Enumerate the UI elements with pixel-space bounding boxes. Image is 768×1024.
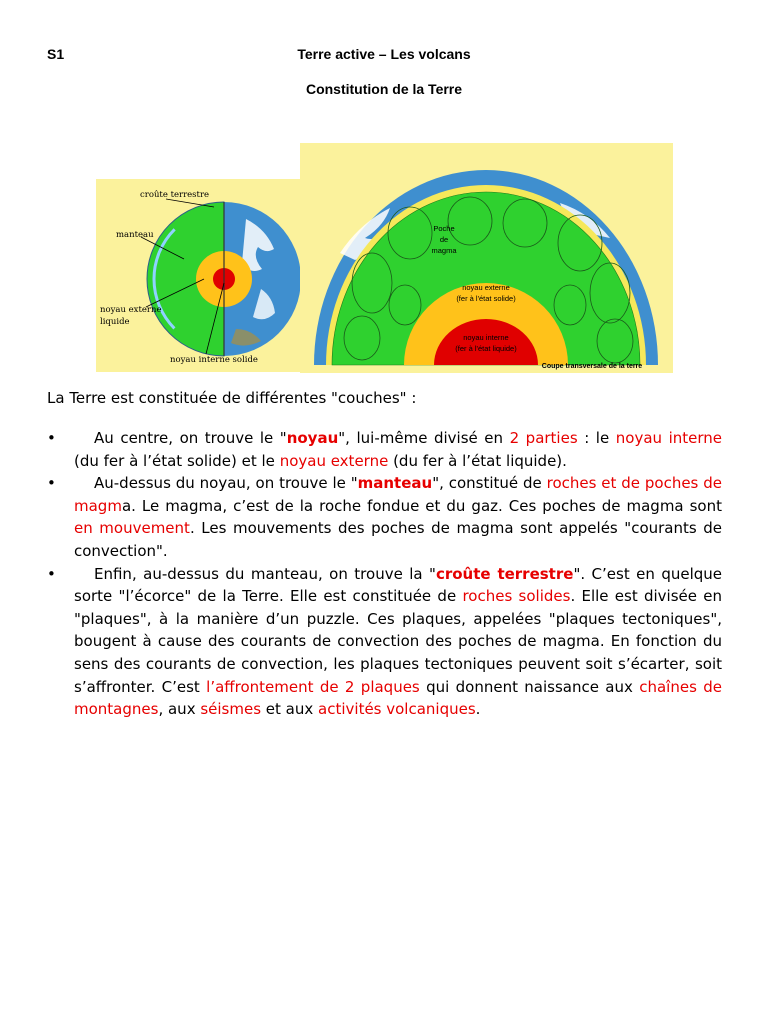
highlight-text: noyau xyxy=(286,429,339,447)
label-magma-3: magma xyxy=(431,246,457,255)
body-text: . Les mouvements des poches de magma sont appelés "courants de convection". xyxy=(74,519,723,560)
highlight-text: roches solides xyxy=(462,587,571,606)
label-magma-1: Poche xyxy=(433,224,455,233)
figure-caption: Coupe transversale de la terre xyxy=(541,363,643,370)
earth-cutaway-svg xyxy=(96,179,301,372)
list-item-crust xyxy=(74,563,722,721)
body-text: , aux xyxy=(158,700,201,719)
earth-cutaway-figure xyxy=(96,179,301,372)
section-code: S1 xyxy=(47,46,65,62)
highlight-text: en mouvement xyxy=(74,519,190,538)
body-text: et aux xyxy=(261,700,319,719)
body-text: Au-dessus du noyau, on trouve le " xyxy=(94,474,358,493)
highlight-text: 2 parties xyxy=(509,429,578,447)
label-inner-core-2: (fer à l'état liquide) xyxy=(455,344,517,353)
body-text: . xyxy=(475,700,481,719)
label-outer-core: noyau externe xyxy=(100,305,162,315)
label-mantle: manteau xyxy=(116,230,154,240)
list-item-core xyxy=(74,427,722,472)
body-text: ", constitué de xyxy=(432,474,547,493)
body-text: . Elle est divisée en "plaques", à la manière d’un puzzle. Ces plaques, appelées "plaques tectoniques", bougent à cause des courants de convection des poches de magma. En fonction du sens des courants de convection, les plaques tectoniques peuvent soit s’écarter, soit s’affronter. C’est xyxy=(74,587,722,696)
label-outer-core-2: (fer à l'état solide) xyxy=(456,294,516,303)
label-inner-core: noyau interne solide xyxy=(170,355,258,365)
label-magma-2: de xyxy=(439,235,449,244)
body-text: Au centre, on trouve le " xyxy=(94,429,287,447)
highlight-text: manteau xyxy=(357,474,433,493)
layers-list xyxy=(74,427,722,721)
label-inner-core: noyau interne xyxy=(463,333,509,342)
leader-line xyxy=(166,199,214,207)
highlight-text: noyau interne xyxy=(615,429,722,447)
highlight-text: noyau externe xyxy=(279,451,389,470)
page-title: Terre active – Les volcans xyxy=(297,46,471,62)
label-outer-core: noyau externe xyxy=(462,283,510,292)
body-text: ", lui-même divisé en xyxy=(338,429,510,447)
highlight-text: chaînes de montagnes xyxy=(74,677,722,719)
body-text: Enfin, au-dessus du manteau, on trouve la " xyxy=(94,564,436,583)
list-item-mantle xyxy=(74,472,722,562)
body-text: ". C’est en quelque sorte "l’écorce" de la Terre. Elle est constituée de xyxy=(74,564,722,606)
label-crust: croûte terrestre xyxy=(140,190,210,200)
body-text: (du fer à l’état solide) et le xyxy=(74,451,280,470)
highlight-text: roches et de poches de magm xyxy=(74,474,722,515)
highlight-text: activités volcaniques xyxy=(318,700,476,719)
highlight-text: l’affrontement de 2 plaques xyxy=(206,677,420,696)
body-text: (du fer à l’état liquide). xyxy=(388,451,567,470)
highlight-text: croûte terrestre xyxy=(435,564,574,583)
body-text: a. Le magma, c’est de la roche fondue et du gaz. Ces poches de magma sont xyxy=(121,496,722,515)
highlight-text: séismes xyxy=(200,700,262,719)
body-text: qui donnent naissance aux xyxy=(419,677,640,696)
body-text: : le xyxy=(577,429,616,447)
label-outer-core-2: liquide xyxy=(100,317,130,327)
intro-text: La Terre est constituée de différentes "couches" : xyxy=(47,389,417,407)
page-subtitle: Constitution de la Terre xyxy=(305,81,463,97)
cross-section-figure xyxy=(300,143,673,373)
cross-section-svg xyxy=(300,143,673,373)
